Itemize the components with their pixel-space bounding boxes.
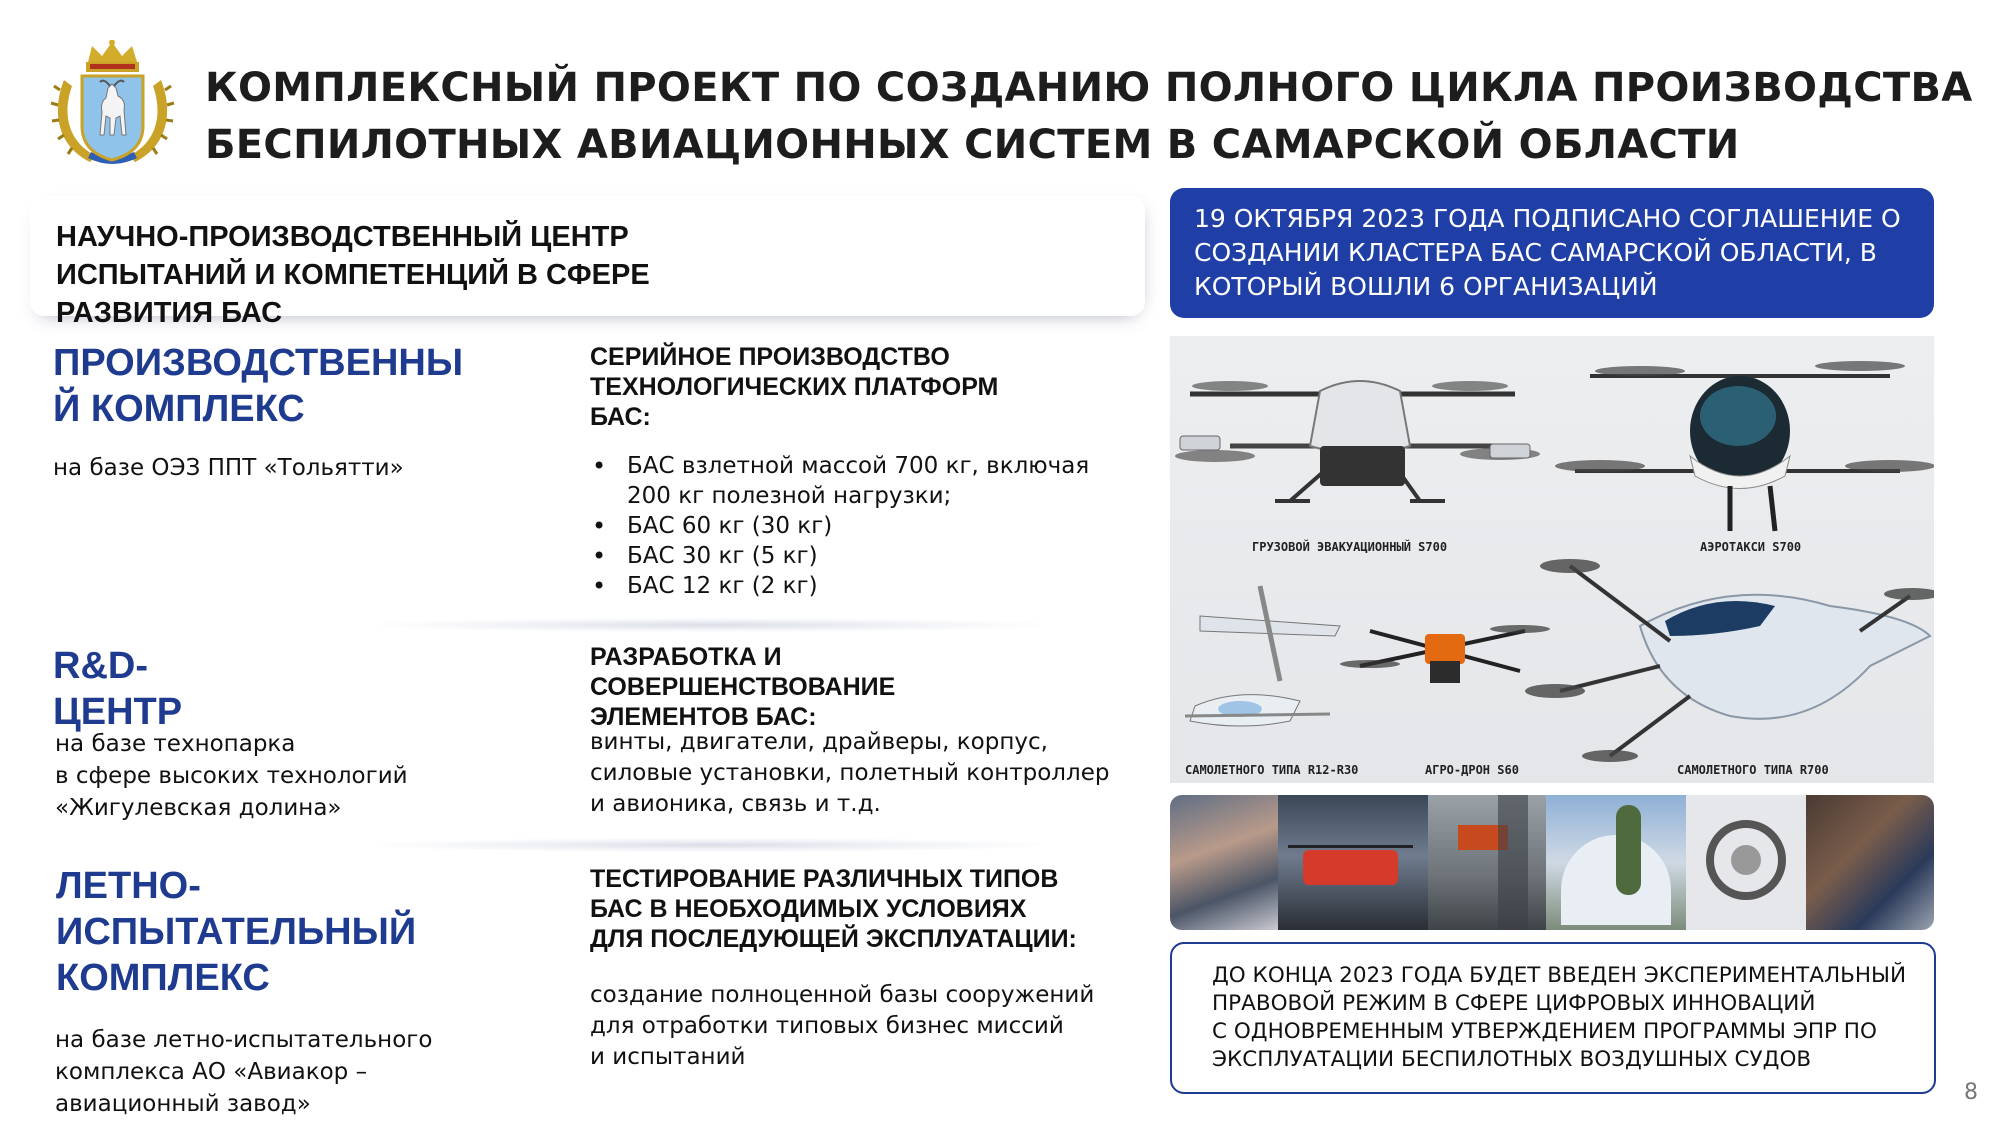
production-section-title — [53, 340, 463, 432]
flight-column-title-line: ДЛЯ ПОСЛЕДУЮЩЕЙ ЭКСПЛУАТАЦИИ: — [590, 925, 1077, 953]
production-column-title-line: ТЕХНОЛОГИЧЕСКИХ ПЛАТФОРМ — [590, 373, 999, 401]
agro-drone-icon — [1340, 625, 1550, 683]
drone-lineup-image — [1170, 336, 1934, 783]
drone-caption-agro: АГРО-ДРОН S60 — [1425, 763, 1519, 777]
drone-illustrations — [1170, 336, 1934, 783]
cluster-agreement-line: СОЗДАНИИ КЛАСТЕРА БАС САМАРСКОЙ ОБЛАСТИ, В — [1194, 238, 1877, 267]
flight-title-line: КОМПЛЕКС — [56, 957, 270, 999]
photo-building-icon — [1546, 795, 1686, 930]
page-title-line: КОМПЛЕКСНЫЙ ПРОЕКТ ПО СОЗДАНИЮ ПОЛНОГО ЦИКЛА ПРОИЗВОДСТВА — [205, 65, 1973, 111]
epr-regime-line: С ОДНОВРЕМЕННЫМ УТВЕРЖДЕНИЕМ ПРОГРАММЫ ЭПР ПО — [1212, 1019, 1877, 1044]
epr-regime-box — [1170, 942, 1936, 1094]
section-divider — [380, 618, 1040, 632]
flight-subtitle-line: авиационный завод» — [55, 1091, 311, 1117]
epr-regime-line: ДО КОНЦА 2023 ГОДА БУДЕТ ВВЕДЕН ЭКСПЕРИМЕНТАЛЬНЫЙ — [1212, 963, 1907, 988]
flight-title-line: ИСПЫТАТЕЛЬНЫЙ — [56, 911, 417, 953]
cargo-drone-icon — [1175, 381, 1540, 501]
rnd-subtitle-line: «Жигулевская долина» — [55, 795, 342, 821]
list-item-text: • БАС взлетной массой 700 кг, включая — [627, 453, 1090, 479]
drone-caption-cargo: ГРУЗОВОЙ ЭВАКУАЦИОННЫЙ S700 — [1252, 540, 1448, 554]
production-column-title-line: СЕРИЙНОЕ ПРОИЗВОДСТВО — [590, 343, 950, 371]
rnd-title-line: R&D- — [53, 645, 148, 687]
samara-coat-of-arms-icon — [50, 40, 175, 170]
production-column-title-line: БАС: — [590, 403, 651, 431]
flight-description-line: и испытаний — [590, 1044, 746, 1070]
epr-regime-line: ПРАВОВОЙ РЕЖИМ В СФЕРЕ ЦИФРОВЫХ ИННОВАЦИЙ — [1212, 991, 1816, 1016]
production-title-line: Й КОМПЛЕКС — [53, 388, 305, 430]
center-card — [30, 196, 1145, 329]
rnd-description-line: и авионика, связь и т.д. — [590, 791, 881, 817]
flight-subtitle-line: на базе летно-испытательного — [55, 1027, 433, 1053]
plane-drone-large-icon — [1525, 559, 1934, 762]
rnd-subtitle-line: на базе технопарка — [55, 731, 296, 757]
cluster-agreement-box — [1170, 188, 1934, 318]
center-card-line: ИСПЫТАНИЙ И КОМПЕТЕНЦИЙ В СФЕРЕ — [56, 259, 650, 291]
page-number: 8 — [1964, 1080, 1978, 1105]
list-item: • БАС 12 кг (2 кг) — [627, 571, 1110, 601]
photo-people-icon — [1170, 795, 1278, 930]
page-title-line: БЕСПИЛОТНЫХ АВИАЦИОННЫХ СИСТЕМ В САМАРСКОЙ ОБЛАСТИ — [205, 122, 1740, 168]
drone-caption-plane-large: САМОЛЕТНОГО ТИПА R700 — [1677, 763, 1829, 777]
rnd-column-title-line: СОВЕРШЕНСТВОВАНИЕ — [590, 673, 896, 701]
cluster-agreement-line: КОТОРЫЙ ВОШЛИ 6 ОРГАНИЗАЦИЙ — [1194, 272, 1658, 301]
flight-subtitle-line: комплекса АО «Авиакор – — [55, 1059, 368, 1085]
drone-caption-plane-small: САМОЛЕТНОГО ТИПА R12-R30 — [1185, 763, 1359, 777]
photo-motor-icon — [1686, 795, 1806, 930]
cluster-agreement-text — [1194, 202, 1914, 304]
list-item: • БАС 30 кг (5 кг) — [627, 541, 1110, 571]
flight-description — [590, 980, 1094, 1073]
rnd-section-title — [53, 643, 182, 735]
rnd-description-line: силовые установки, полетный контроллер — [590, 760, 1110, 786]
epr-regime-text — [1212, 962, 1912, 1074]
rnd-column-title-line: ЭЛЕМЕНТОВ БАС: — [590, 703, 817, 731]
flight-section-title — [56, 863, 416, 1001]
center-card-line: НАУЧНО-ПРОИЗВОДСТВЕННЫЙ ЦЕНТР — [56, 221, 629, 253]
flight-column-title-line: ТЕСТИРОВАНИЕ РАЗЛИЧНЫХ ТИПОВ — [590, 865, 1059, 893]
center-card-line: РАЗВИТИЯ БАС — [56, 297, 283, 329]
epr-regime-line: ЭКСПЛУАТАЦИИ БЕСПИЛОТНЫХ ВОЗДУШНЫХ СУДОВ — [1212, 1047, 1812, 1072]
list-item — [627, 451, 1110, 511]
rnd-subtitle — [55, 728, 408, 824]
rnd-description — [590, 727, 1109, 820]
production-title-line: ПРОИЗВОДСТВЕННЫ — [53, 342, 464, 384]
flight-description-line: создание полноценной базы сооружений — [590, 982, 1095, 1008]
aerotaxi-drone-icon — [1555, 361, 1934, 531]
flight-column-title — [590, 864, 1077, 954]
facility-photo-strip — [1170, 795, 1934, 930]
flight-title-line: ЛЕТНО- — [56, 865, 201, 907]
drone-caption-aerotaxi: АЭРОТАКСИ S700 — [1700, 540, 1802, 554]
photo-workshop-icon — [1278, 795, 1428, 930]
production-column-title — [590, 342, 998, 432]
photo-test-stand-icon — [1428, 795, 1546, 930]
photo-electronics-icon — [1806, 795, 1934, 930]
cluster-agreement-line: 19 ОКТЯБРЯ 2023 ГОДА ПОДПИСАНО СОГЛАШЕНИЕ О — [1194, 204, 1901, 233]
plane-drone-small-icon — [1185, 586, 1340, 726]
flight-column-title-line: БАС В НЕОБХОДИМЫХ УСЛОВИЯХ — [590, 895, 1027, 923]
rnd-title-line: ЦЕНТР — [53, 691, 183, 733]
rnd-subtitle-line: в сфере высоких технологий — [55, 763, 408, 789]
flight-description-line: для отработки типовых бизнес миссий — [590, 1013, 1064, 1039]
production-bullet-list — [590, 451, 1110, 601]
center-card-text — [56, 218, 650, 332]
page-title — [205, 60, 1973, 174]
list-item-text: 200 кг полезной нагрузки; — [627, 483, 952, 509]
production-subtitle: на базе ОЭЗ ППТ «Тольятти» — [53, 455, 404, 481]
rnd-description-line: винты, двигатели, драйверы, корпус, — [590, 729, 1048, 755]
rnd-column-title-line: РАЗРАБОТКА И — [590, 643, 782, 671]
rnd-column-title — [590, 642, 895, 732]
section-divider — [380, 838, 1040, 852]
flight-subtitle — [55, 1024, 432, 1120]
list-item: • БАС 60 кг (30 кг) — [627, 511, 1110, 541]
